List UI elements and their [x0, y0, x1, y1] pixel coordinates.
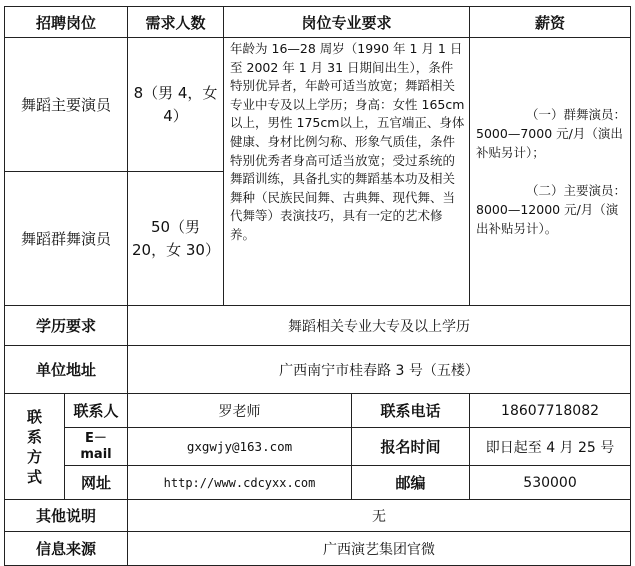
- salary-cell: [470, 38, 631, 306]
- website-link[interactable]: http://www.cdcyxx.com: [128, 466, 352, 500]
- contact-person: 罗老师: [128, 394, 352, 428]
- education-value: 舞蹈相关专业大专及以上学历: [128, 306, 631, 346]
- zipcode: 530000: [470, 466, 631, 500]
- salary-lead-value: 8000—12000 元/月（演出补贴另计）。: [476, 202, 619, 236]
- other-row: [5, 500, 631, 532]
- website-label: 网址: [65, 466, 128, 500]
- position-name: 舞蹈主要演员: [5, 38, 128, 172]
- registration-time-label: 报名时间: [352, 428, 470, 466]
- contact-person-label: 联系人: [65, 394, 128, 428]
- salary-lead-title: （二）主要演员：: [526, 183, 627, 198]
- contact-row-web: [5, 466, 631, 500]
- source-value: 广西演艺集团官微: [128, 532, 631, 566]
- email-label: E－mail: [65, 428, 128, 466]
- salary-group-title: （一）群舞演员：: [526, 107, 627, 122]
- contact-phone: 18607718082: [470, 394, 631, 428]
- salary-group-value: 5000—7000 元/月（演出补贴另计）；: [476, 126, 623, 160]
- education-label: 学历要求: [5, 306, 128, 346]
- position-count: 8（男 4，女 4）: [128, 38, 224, 172]
- other-label: 其他说明: [5, 500, 128, 532]
- position-name: 舞蹈群舞演员: [5, 172, 128, 306]
- registration-time: 即日起至 4 月 25 号: [470, 428, 631, 466]
- email-link[interactable]: gxgwjy@163.com: [128, 428, 352, 466]
- header-count: 需求人数: [128, 7, 224, 38]
- contact-row-person: [5, 394, 631, 428]
- contact-row-email: [5, 428, 631, 466]
- requirements-text: 年龄为 16—28 周岁（1990 年 1 月 1 日至 2002 年 1 月 31 日期间出生），条件特别优异者，年龄可适当放宽；舞蹈相关专业中专及以上学历；身高：女性 165cm以上，男性 175cm以上，五官端正、身体健康、身材比例匀称、形象气质佳，条件特别优秀者身高可适当放宽；受过系统的舞蹈训练，具备扎实的舞蹈基本功及相关舞种（民族民间舞、古典舞、现代舞、当代舞等）表演技巧，具有一定的艺术修养。: [224, 38, 470, 306]
- source-row: [5, 532, 631, 566]
- address-label: 单位地址: [5, 346, 128, 394]
- other-value: 无: [128, 500, 631, 532]
- address-value: 广西南宁市桂春路 3 号（五楼）: [128, 346, 631, 394]
- header-row: [5, 7, 631, 38]
- zipcode-label: 邮编: [352, 466, 470, 500]
- header-salary: 薪资: [470, 7, 631, 38]
- address-row: [5, 346, 631, 394]
- education-row: [5, 306, 631, 346]
- recruitment-table: [4, 6, 631, 566]
- contact-label: 联系方式: [5, 394, 65, 500]
- source-label: 信息来源: [5, 532, 128, 566]
- position-count: 50（男 20，女 30）: [128, 172, 224, 306]
- header-position: 招聘岗位: [5, 7, 128, 38]
- position-row-lead: [5, 38, 631, 172]
- header-requirements: 岗位专业要求: [224, 7, 470, 38]
- contact-phone-label: 联系电话: [352, 394, 470, 428]
